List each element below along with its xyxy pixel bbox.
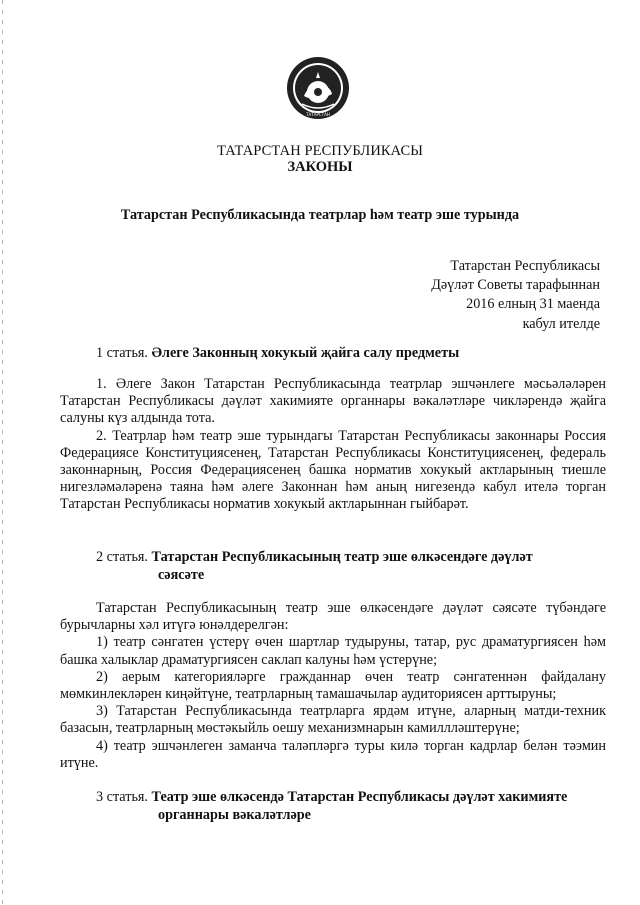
adoption-line: кабул ителде	[522, 315, 600, 332]
list-item: 1) театр сәнгатен үстерү өчен шартлар тудыруны, татар, рус драматургиясен һәм башка халыклар драматургиясен саклап калуны һәм үстерүне;	[60, 634, 606, 668]
list-item: 2) аерым категорияләрге гражданнар өчен театр сәнгатеннән файдалану мөмкинлекләрен киңәйтүне, театрларның тамашачылар аудиториясен арттыруны;	[60, 668, 606, 703]
law-title: Татарстан Республикасында театрлар һәм театр эше турында	[120, 207, 520, 223]
article-1-body	[60, 376, 606, 514]
svg-text:ТАТАРСТАН: ТАТАРСТАН	[306, 112, 330, 117]
article-title-continuation: органнары вәкаләтләре	[158, 807, 311, 823]
coat-of-arms-icon	[286, 56, 350, 120]
article-3-heading	[96, 788, 606, 824]
article-title-continuation: сәясәте	[158, 567, 205, 583]
adoption-block	[431, 257, 600, 334]
adoption-line: Дәүләт Советы тарафыннан	[431, 277, 600, 294]
paragraph: 1. Әлеге Закон Татарстан Республикасында театрлар эшчәнлеге мәсьәләләрен Татарстан Республикасы дәүләт хакимияте органнары вәкаләтләре чикләрендә җайга салуны күз алдында тота.	[60, 376, 606, 427]
adoption-line: Татарстан Республикасы	[450, 258, 600, 274]
article-title: Татарстан Республикасының театр эше өлкәсендәге дәүләт	[151, 549, 533, 565]
paragraph: Татарстан Республикасының театр эше өлкәсендәге дәүләт сәясәте түбәндәге бурычларны хәл итүгә юнәлдерелгән:	[60, 600, 606, 634]
article-title: Әлеге Законның хокукый җайга салу предметы	[151, 345, 460, 361]
adoption-line: 2016 елның 31 маенда	[466, 296, 600, 313]
article-label: 2 статья.	[96, 549, 148, 565]
law-heading: ЗАКОНЫ	[287, 159, 353, 175]
article-2-body	[60, 600, 606, 772]
article-label: 1 статья.	[96, 345, 148, 361]
list-item: 3) Татарстан Республикасында театрларга ярдәм итүне, аларның матди-техник базасын, театрларның мөстәкыйль оешу механизмнарын камиллләштерүне;	[60, 703, 606, 737]
scan-edge-artifact	[2, 0, 4, 905]
republic-heading: ТАТАРСТАН РЕСПУБЛИКАСЫ	[216, 143, 424, 159]
article-2-heading	[96, 548, 606, 584]
article-1-heading	[96, 344, 606, 362]
article-title: Театр эше өлкәсендә Татарстан Республикасы дәүләт хакимияте	[151, 789, 568, 805]
paragraph: 2. Театрлар һәм театр эше турындагы Татарстан Республикасы законнары Россия Федерациясе Конституциясенең, Татарстан Республикасы Конституциясенең, федераль законнарның, Россия Федерациясенең башка норматив хокукый актларының тиешле нигезләмәләренә таяна һәм әлеге Законнан һәм аның нигезендә кабул ителә торган Татарстан Республикасы норматив хокукый актларыннан гыйбарәт.	[60, 427, 606, 513]
list-item: 4) театр эшчәнлеген заманча таләпләргә туры килә торган кадрлар белән тәэмин итүне.	[60, 737, 606, 771]
article-label: 3 статья.	[96, 789, 148, 805]
